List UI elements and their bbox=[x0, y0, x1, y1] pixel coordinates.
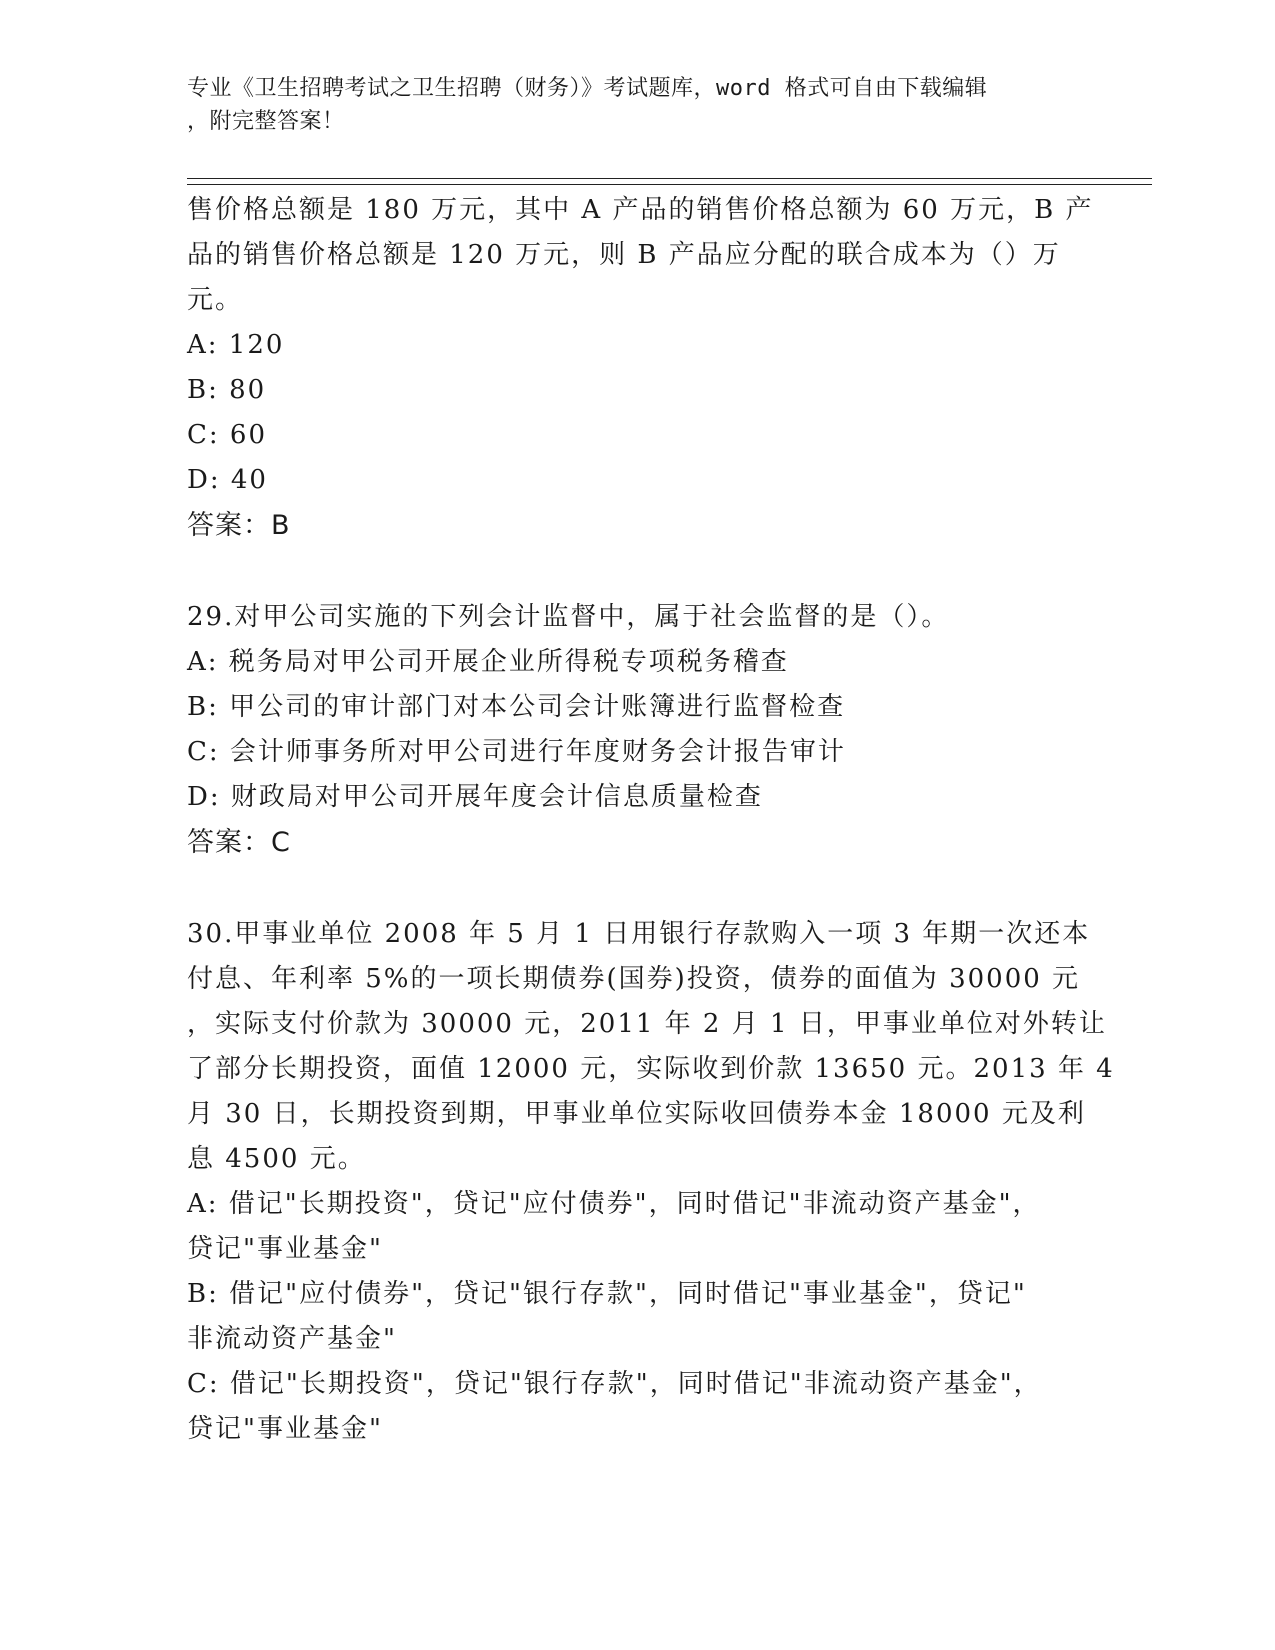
option-b: B: 甲公司的审计部门对本公司会计账簿进行监督检查 bbox=[187, 692, 846, 722]
question-stem-line: 月 30 日，长期投资到期，甲事业单位实际收回债券本金 18000 元及利 bbox=[187, 1099, 1086, 1129]
answer-label: 答案：C bbox=[187, 827, 291, 858]
header-divider-bottom bbox=[187, 184, 1152, 185]
option-b: B: 借记"应付债券"，贷记"银行存款"，同时借记"事业基金"，贷记" bbox=[187, 1279, 1027, 1309]
header-divider-top bbox=[187, 178, 1152, 179]
option-c: C: 会计师事务所对甲公司进行年度财务会计报告审计 bbox=[187, 737, 846, 767]
question-stem-line: 息 4500 元。 bbox=[187, 1144, 366, 1174]
option-a-continued: 贷记"事业基金" bbox=[187, 1234, 383, 1264]
header-line-1: 专业《卫生招聘考试之卫生招聘（财务）》考试题库，word 格式可自由下载编辑 bbox=[187, 76, 988, 101]
option-d: D: 40 bbox=[187, 465, 268, 495]
question-stem-line: 付息、年利率 5%的一项长期债券(国券)投资，债券的面值为 30000 元 bbox=[187, 964, 1081, 994]
question-30 bbox=[187, 912, 1115, 1452]
question-stem-line: 29.对甲公司实施的下列会计监督中，属于社会监督的是（）。 bbox=[187, 602, 950, 632]
option-b-continued: 非流动资产基金" bbox=[187, 1324, 397, 1354]
option-a: A: 120 bbox=[187, 330, 285, 360]
question-stem-line: 元。 bbox=[187, 285, 244, 315]
question-28 bbox=[187, 188, 1094, 549]
option-c: C: 60 bbox=[187, 420, 268, 450]
question-stem-line: ，实际支付价款为 30000 元，2011 年 2 月 1 日，甲事业单位对外转让 bbox=[187, 1009, 1107, 1039]
question-spacer bbox=[187, 866, 1067, 912]
header-line-2: ，附完整答案！ bbox=[187, 109, 345, 134]
option-a: A: 税务局对甲公司开展企业所得税专项税务稽查 bbox=[187, 647, 789, 677]
option-b: B: 80 bbox=[187, 375, 267, 405]
question-stem-line: 了部分长期投资，面值 12000 元，实际收到价款 13650 元。2013 年 4 bbox=[187, 1054, 1115, 1084]
option-a: A: 借记"长期投资"，贷记"应付债券"，同时借记"非流动资产基金"， bbox=[187, 1189, 1041, 1219]
option-c: C: 借记"长期投资"，贷记"银行存款"，同时借记"非流动资产基金"， bbox=[187, 1369, 1042, 1399]
question-content bbox=[187, 188, 1115, 1452]
answer-label: 答案：B bbox=[187, 510, 291, 541]
question-spacer bbox=[187, 549, 1067, 595]
question-stem-line: 售价格总额是 180 万元，其中 A 产品的销售价格总额为 60 万元，B 产 bbox=[187, 195, 1094, 225]
document-header bbox=[187, 72, 1067, 138]
option-c-continued: 贷记"事业基金" bbox=[187, 1414, 383, 1444]
question-stem-line: 30.甲事业单位 2008 年 5 月 1 日用银行存款购入一项 3 年期一次还本 bbox=[187, 919, 1091, 949]
question-29 bbox=[187, 595, 1067, 866]
option-d: D: 财政局对甲公司开展年度会计信息质量检查 bbox=[187, 782, 763, 812]
question-stem-line: 品的销售价格总额是 120 万元，则 B 产品应分配的联合成本为（）万 bbox=[187, 240, 1061, 270]
